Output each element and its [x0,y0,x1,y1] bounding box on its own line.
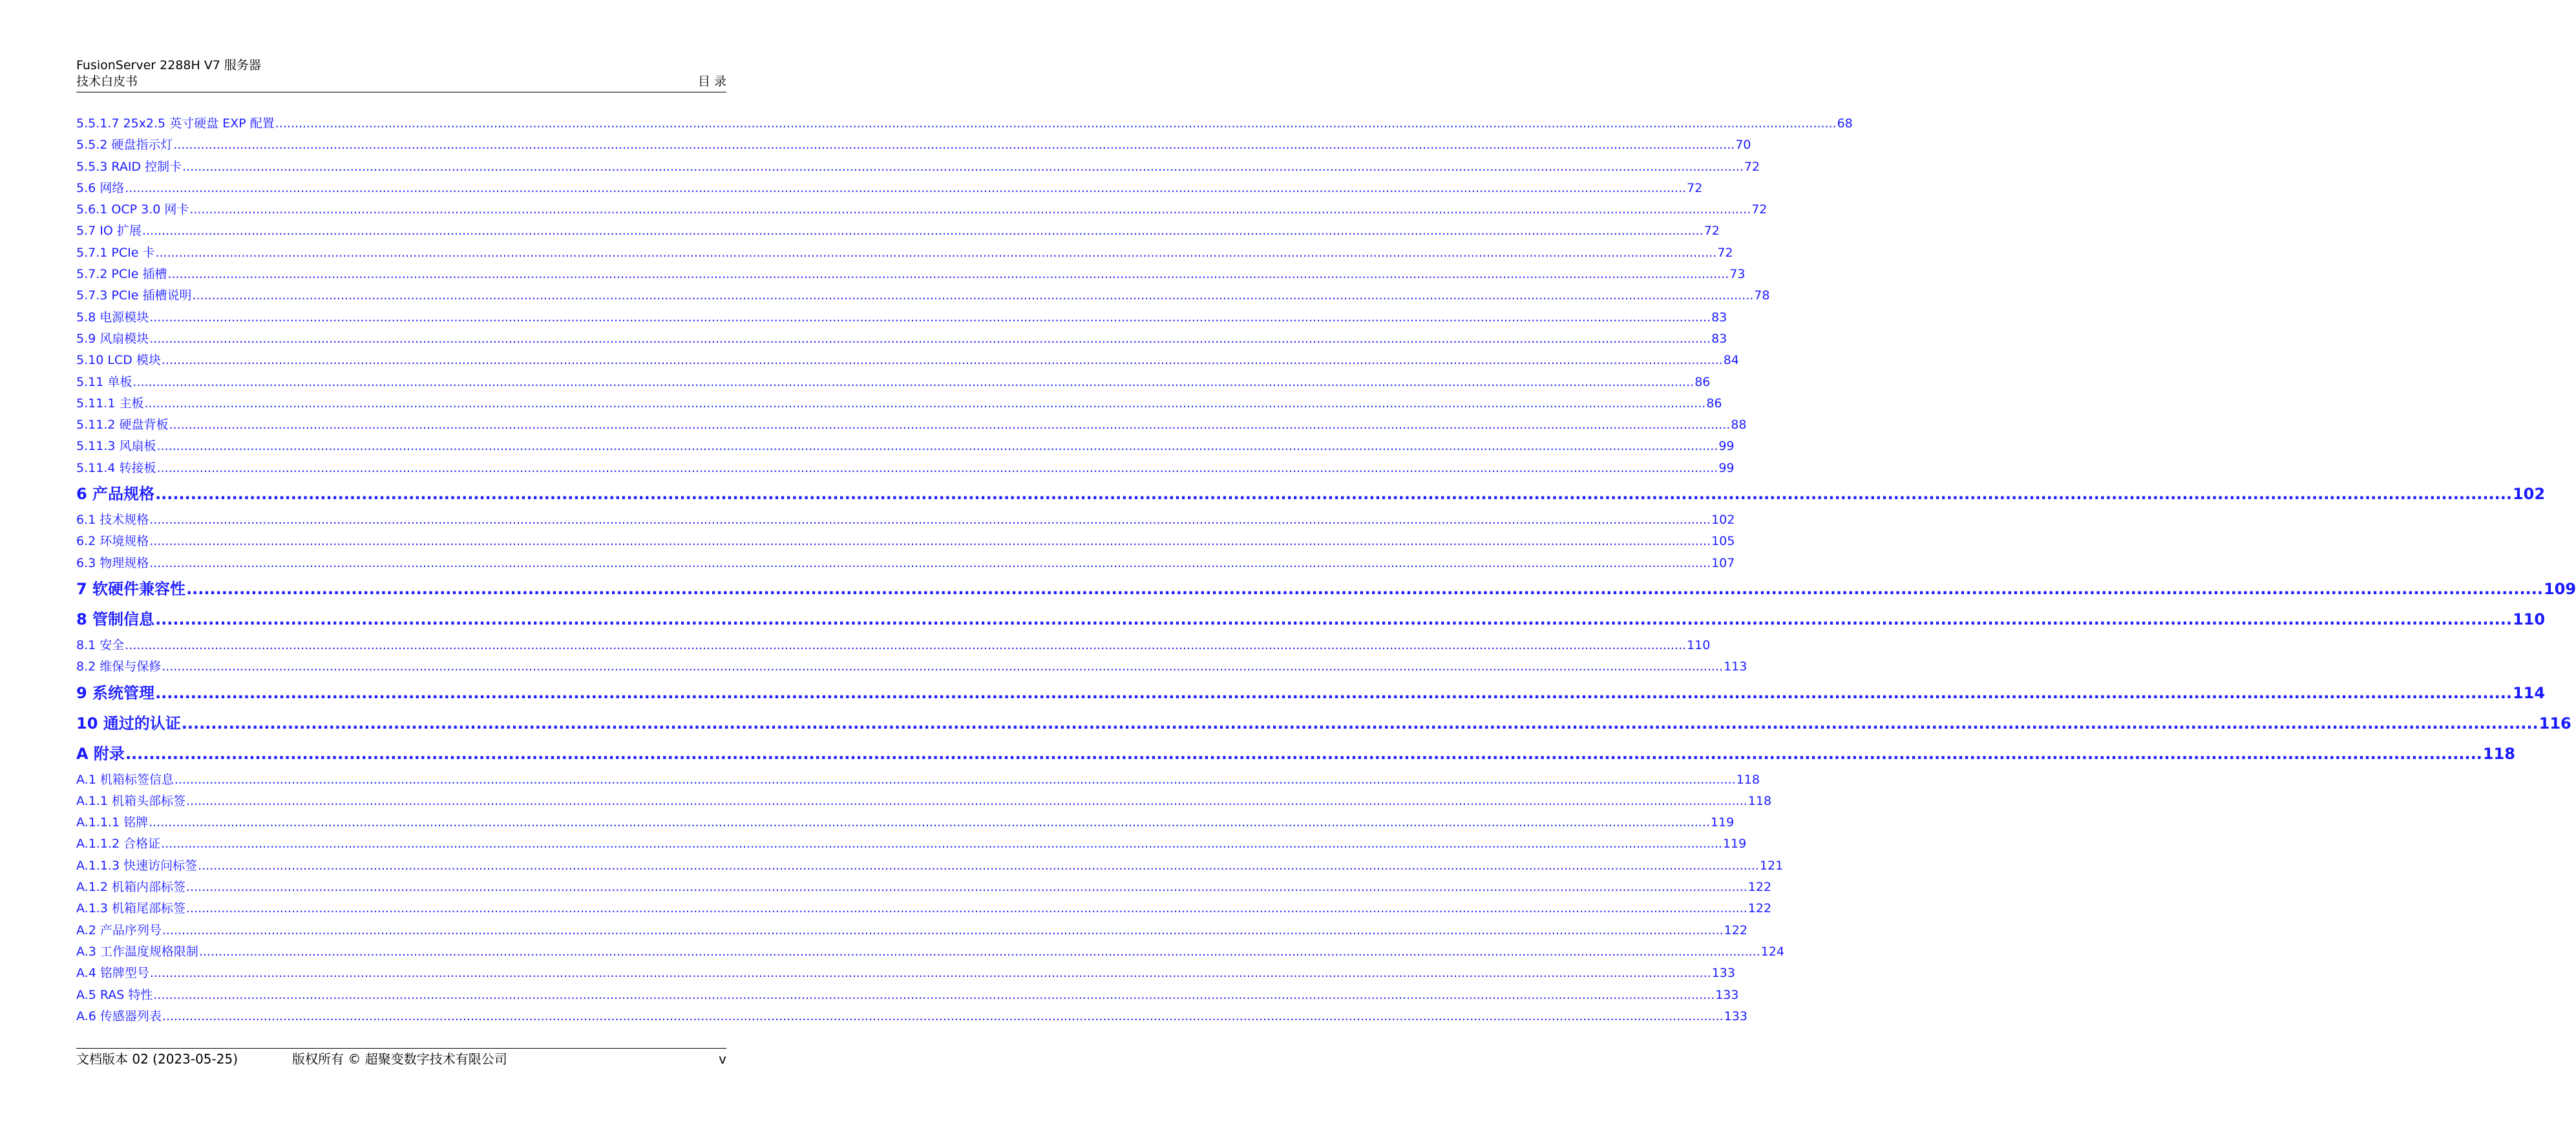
toc-leader-dots: ................................................................................................................................................................................................................................................................................................................................................................................................................ [198,944,1760,959]
toc-entry[interactable] [76,855,1784,877]
toc-entry[interactable] [76,307,1727,328]
toc-entry-label: 5.8 电源模块 [76,310,149,325]
toc-entry[interactable] [76,635,1711,656]
toc-entry-label: 5.5.2 硬盘指示灯 [76,138,173,153]
toc-leader-dots: ................................................................................................................................................................................................................................................................................................................................................................................................................ [162,1009,1724,1023]
toc-leader-dots: ................................................................................................................................................................................................................................................................................................................................................................................................................ [174,772,1736,787]
toc-entry-label: A.4 铭牌型号 [76,966,149,981]
toc-leader-dots: ................................................................................................................................................................................................................................................................................................................................................................................................................ [156,460,1718,475]
toc-leader-dots: ................................................................................................................................................................................................................................................................................................................................................................................................................ [185,901,1747,916]
toc-entry-page: 72 [1717,245,1733,260]
toc-leader-dots: ................................................................................................................................................................................................................................................................................................................................................................................................................ [149,815,1710,830]
toc-entry-page: 70 [1735,138,1751,153]
toc-leader-dots: ................................................................................................................................................................................................................................................................................................................................................................................................................ [182,159,1744,174]
toc-entry[interactable] [76,739,2515,769]
toc-entry-page: 133 [1715,987,1739,1002]
toc-entry[interactable] [76,877,1772,898]
toc-entry-label: 6.3 物理规格 [76,555,149,570]
toc-entry-page: 84 [1723,353,1739,368]
page-footer [76,1048,726,1071]
toc-entry-page: 124 [1760,944,1784,959]
toc-entry-label: 10 通过的认证 [76,714,181,733]
toc-entry[interactable] [76,985,1739,1006]
toc-entry-label: 6 产品规格 [76,485,155,504]
toc-leader-dots: ................................................................................................................................................................................................................................................................................................................................................................................................................ [155,683,2512,702]
toc-entry-page: 109 [2543,579,2576,598]
toc-leader-dots: ................................................................................................................................................................................................................................................................................................................................................................................................................ [186,579,2543,598]
toc-entry-label: 5.11.2 硬盘背板 [76,418,169,433]
toc-entry-label: 8.1 安全 [76,637,125,652]
toc-entry-page: 133 [1711,966,1735,981]
toc-leader-dots: ................................................................................................................................................................................................................................................................................................................................................................................................................ [167,267,1729,282]
toc-entry-label: A.1.3 机箱尾部标签 [76,901,185,916]
toc-entry-page: 86 [1694,374,1711,389]
toc-entry-label: 5.7.1 PCIe 卡 [76,245,155,260]
toc-entry-page: 122 [1747,880,1772,895]
toc-leader-dots: ................................................................................................................................................................................................................................................................................................................................................................................................................ [155,245,1717,260]
product-title: FusionServer 2288H V7 服务器 [76,58,261,72]
toc-leader-dots: ................................................................................................................................................................................................................................................................................................................................................................................................................ [149,331,1711,346]
toc-entry-label: A.1.1.1 铭牌 [76,815,149,830]
toc-entry-page: 83 [1711,331,1727,346]
toc-entry-label: 8 管制信息 [76,610,155,628]
toc-entry-label: 5.7.3 PCIe 插槽说明 [76,288,192,303]
toc-entry-page: 114 [2512,683,2546,702]
toc-leader-dots: ................................................................................................................................................................................................................................................................................................................................................................................................................ [149,966,1711,981]
document-type: 技术白皮书 [76,74,138,89]
toc-entry[interactable] [76,963,1735,984]
toc-entry[interactable] [76,574,2576,604]
toc-entry[interactable] [76,178,1703,199]
toc-leader-dots: ................................................................................................................................................................................................................................................................................................................................................................................................................ [125,180,1687,195]
toc-entry[interactable] [76,509,1735,531]
toc-entry[interactable] [76,199,1768,220]
toc-entry-label: 8.2 维保与保修 [76,659,162,674]
document-version: 文档版本 02 (2023-05-25) [76,1051,238,1067]
toc-entry[interactable] [76,678,2546,709]
toc-leader-dots: ................................................................................................................................................................................................................................................................................................................................................................................................................ [198,858,1759,873]
toc-entry-label: 5.6.1 OCP 3.0 网卡 [76,202,189,217]
toc-entry[interactable] [76,113,1853,134]
toc-entry-label: 5.5.3 RAID 控制卡 [76,159,182,174]
toc-entry[interactable] [76,833,1747,855]
toc-entry-page: 99 [1718,460,1735,475]
toc-entry-label: A.3 工作温度规格限制 [76,944,198,959]
page-header [76,58,726,92]
toc-leader-dots: ................................................................................................................................................................................................................................................................................................................................................................................................................ [144,396,1706,411]
toc-entry-label: 5.6 网络 [76,180,125,195]
toc-leader-dots: ................................................................................................................................................................................................................................................................................................................................................................................................................ [161,837,1722,851]
toc-entry-label: 5.11.1 主板 [76,396,144,411]
toc-entry-page: 110 [1687,637,1711,652]
toc-entry[interactable] [76,242,1733,264]
toc-entry-page: 122 [1724,923,1747,937]
toc-entry-page: 107 [1711,555,1735,570]
toc-entry-label: 5.11.4 转接板 [76,460,156,475]
toc-entry[interactable] [76,393,1722,414]
toc-leader-dots: ................................................................................................................................................................................................................................................................................................................................................................................................................ [155,610,2512,628]
toc-leader-dots: ................................................................................................................................................................................................................................................................................................................................................................................................................ [155,485,2512,504]
toc-entry-page: 73 [1729,267,1746,282]
toc-leader-dots: ................................................................................................................................................................................................................................................................................................................................................................................................................ [149,534,1711,549]
toc-entry-page: 72 [1704,224,1720,239]
toc-entry[interactable] [76,898,1772,919]
toc-entry-page: 118 [1747,793,1772,808]
toc-entry-label: 5.10 LCD 模块 [76,353,161,368]
toc-entry-label: A 附录 [76,744,125,763]
section-title: 目 录 [697,74,726,89]
toc-leader-dots: ................................................................................................................................................................................................................................................................................................................................................................................................................ [125,637,1687,652]
toc-leader-dots: ................................................................................................................................................................................................................................................................................................................................................................................................................ [185,793,1747,808]
toc-entry[interactable] [76,1006,1747,1027]
toc-entry[interactable] [76,264,1746,285]
toc-entry-label: A.1.1 机箱头部标签 [76,793,185,808]
toc-entry-page: 105 [1711,534,1735,549]
toc-entry[interactable] [76,220,1720,242]
page-number: v [719,1051,726,1067]
toc-entry-page: 102 [2512,485,2546,504]
toc-entry-label: A.1.1.3 快速访问标签 [76,858,198,873]
toc-entry-page: 116 [2539,714,2571,733]
toc-entry[interactable] [76,941,1784,963]
toc-entry-page: 133 [1724,1009,1747,1023]
toc-leader-dots: ................................................................................................................................................................................................................................................................................................................................................................................................................ [153,987,1715,1002]
toc-entry-page: 99 [1718,439,1735,454]
toc-entry-label: 5.11 单板 [76,374,132,389]
toc-entry[interactable] [76,791,1772,812]
toc-entry-label: 6.1 技术规格 [76,513,149,528]
toc-leader-dots: ................................................................................................................................................................................................................................................................................................................................................................................................................ [181,714,2539,733]
toc-entry-page: 113 [1724,659,1747,674]
toc-entry-label: 6.2 环境规格 [76,534,149,549]
toc-entry-label: 5.9 风扇模块 [76,331,149,346]
toc-entry[interactable] [76,531,1735,552]
toc-leader-dots: ................................................................................................................................................................................................................................................................................................................................................................................................................ [185,880,1747,895]
toc-entry-page: 72 [1744,159,1760,174]
toc-entry-page: 118 [2482,744,2515,763]
toc-entry[interactable] [76,458,1735,479]
toc-entry[interactable] [76,156,1760,178]
toc-entry-label: 5.7.2 PCIe 插槽 [76,267,167,282]
toc-entry[interactable] [76,328,1727,350]
toc-leader-dots: ................................................................................................................................................................................................................................................................................................................................................................................................................ [189,202,1751,217]
toc-entry-page: 86 [1706,396,1722,411]
toc-entry-label: 7 软硬件兼容性 [76,579,186,598]
toc-entry[interactable] [76,769,1760,791]
toc-entry-label: 9 系统管理 [76,683,155,702]
toc-entry-page: 68 [1837,116,1853,131]
toc-leader-dots: ................................................................................................................................................................................................................................................................................................................................................................................................................ [156,439,1718,454]
toc-entry[interactable] [76,553,1735,574]
toc-entry-label: A.1.2 机箱内部标签 [76,880,185,895]
toc-entry-label: 5.5.1.7 25x2.5 英寸硬盘 EXP 配置 [76,116,275,131]
toc-leader-dots: ................................................................................................................................................................................................................................................................................................................................................................................................................ [162,923,1724,937]
toc-entry[interactable] [76,812,1735,833]
toc-entry[interactable] [76,134,1751,156]
toc-entry-label: A.1 机箱标签信息 [76,772,174,787]
toc-entry[interactable] [76,604,2546,635]
toc-entry-page: 83 [1711,310,1727,325]
toc-entry-page: 119 [1710,815,1735,830]
toc-leader-dots: ................................................................................................................................................................................................................................................................................................................................................................................................................ [169,418,1731,433]
toc-entry[interactable] [76,350,1739,371]
toc-leader-dots: ................................................................................................................................................................................................................................................................................................................................................................................................................ [192,288,1754,303]
toc-entry[interactable] [76,656,1747,678]
toc-entry-page: 78 [1754,288,1770,303]
toc-entry[interactable] [76,479,2546,509]
toc-leader-dots: ................................................................................................................................................................................................................................................................................................................................................................................................................ [162,659,1724,674]
toc-leader-dots: ................................................................................................................................................................................................................................................................................................................................................................................................................ [161,353,1723,368]
toc-leader-dots: ................................................................................................................................................................................................................................................................................................................................................................................................................ [149,555,1711,570]
toc-entry[interactable] [76,414,1747,436]
toc-leader-dots: ................................................................................................................................................................................................................................................................................................................................................................................................................ [149,513,1711,528]
toc-leader-dots: ................................................................................................................................................................................................................................................................................................................................................................................................................ [125,744,2482,763]
toc-entry[interactable] [76,920,1747,941]
toc-entry-page: 121 [1759,858,1784,873]
toc-entry-page: 102 [1711,513,1735,528]
toc-entry-page: 118 [1736,772,1760,787]
toc-entry[interactable] [76,436,1735,457]
toc-entry-page: 119 [1722,837,1747,851]
toc-leader-dots: ................................................................................................................................................................................................................................................................................................................................................................................................................ [173,138,1735,153]
toc-leader-dots: ................................................................................................................................................................................................................................................................................................................................................................................................................ [149,310,1711,325]
toc-leader-dots: ................................................................................................................................................................................................................................................................................................................................................................................................................ [275,116,1837,131]
toc-entry-label: 5.7 IO 扩展 [76,224,142,239]
toc-entry-label: A.2 产品序列号 [76,923,162,937]
toc-entry-label: A.6 传感器列表 [76,1009,162,1023]
toc-entry[interactable] [76,709,2571,739]
copyright-notice: 版权所有 © 超聚变数字技术有限公司 [292,1051,507,1067]
toc-entry[interactable] [76,372,1711,393]
toc-entry-page: 122 [1747,901,1772,916]
toc-entry-page: 88 [1731,418,1747,433]
toc-entry-label: 5.11.3 风扇板 [76,439,156,454]
toc-leader-dots: ................................................................................................................................................................................................................................................................................................................................................................................................................ [142,224,1704,239]
table-of-contents [76,113,2576,1027]
toc-leader-dots: ................................................................................................................................................................................................................................................................................................................................................................................................................ [132,374,1694,389]
toc-entry-page: 72 [1751,202,1768,217]
toc-entry-label: A.5 RAS 特性 [76,987,153,1002]
toc-entry-page: 72 [1687,180,1703,195]
toc-entry-label: A.1.1.2 合格证 [76,837,161,851]
toc-entry[interactable] [76,285,1770,306]
toc-entry-page: 110 [2512,610,2546,628]
